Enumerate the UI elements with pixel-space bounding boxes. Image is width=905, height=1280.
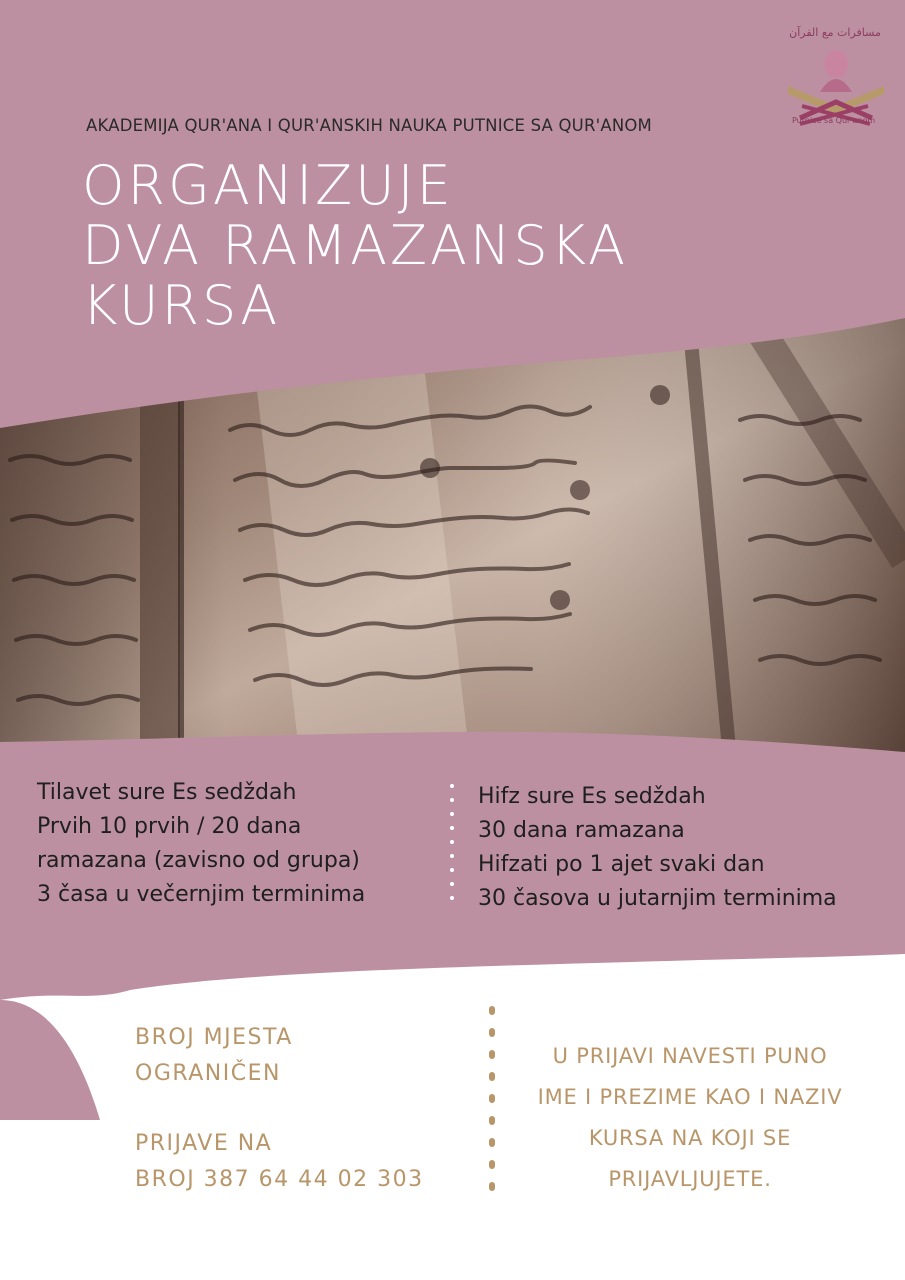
course-hifz-line: 30 časova u jutarnjim terminima (478, 886, 837, 911)
course-hifz-line: Hifz sure Es sedždah (478, 784, 706, 809)
course-hifz-line: Hifzati po 1 ajet svaki dan (478, 852, 765, 877)
signup-phone (135, 1126, 424, 1198)
headline (82, 156, 782, 336)
course-tilavet-line: ramazana (zavisno od grupa) (37, 848, 360, 873)
quran-photo (0, 300, 905, 760)
course-tilavet-line: 3 časa u večernjim terminima (37, 882, 366, 907)
info-divider (488, 1006, 496, 1196)
signup-line: BROJ 387 64 44 02 303 (135, 1167, 424, 1192)
headline-line-3: KURSA (82, 274, 281, 337)
course-tilavet (37, 776, 365, 912)
column-divider (450, 782, 454, 912)
academy-name: AKADEMIJA QUR'ANA I QUR'ANSKIH NAUKA PUTNICE SA QUR'ANOM (86, 116, 652, 135)
signup-line: PRIJAVE NA (135, 1131, 273, 1156)
limited-seats (135, 1020, 293, 1092)
application-notice (505, 1036, 875, 1200)
limited-seats-line: OGRANIČEN (135, 1061, 281, 1086)
course-tilavet-line: Prvih 10 prvih / 20 dana (37, 814, 302, 839)
course-hifz (478, 780, 837, 916)
headline-line-1: ORGANIZUJE (82, 154, 454, 217)
course-tilavet-line: Tilavet sure Es sedždah (37, 780, 297, 805)
svg-text:مسافرات مع القرآن: مسافرات مع القرآن (789, 26, 881, 39)
course-hifz-line: 30 dana ramazana (478, 818, 685, 843)
notice-line: KURSA NA KOJI SE (588, 1126, 792, 1150)
headline-line-2: DVA RAMAZANSKA (82, 214, 629, 277)
limited-seats-line: BROJ MJESTA (135, 1025, 293, 1050)
notice-line: U PRIJAVI NAVESTI PUNO (552, 1044, 828, 1068)
notice-line: PRIJAVLJUJETE. (608, 1167, 772, 1191)
notice-line: IME I PREZIME KAO I NAZIV (537, 1085, 843, 1109)
logo-caption: Putnice sa Qur'anom (792, 116, 876, 125)
